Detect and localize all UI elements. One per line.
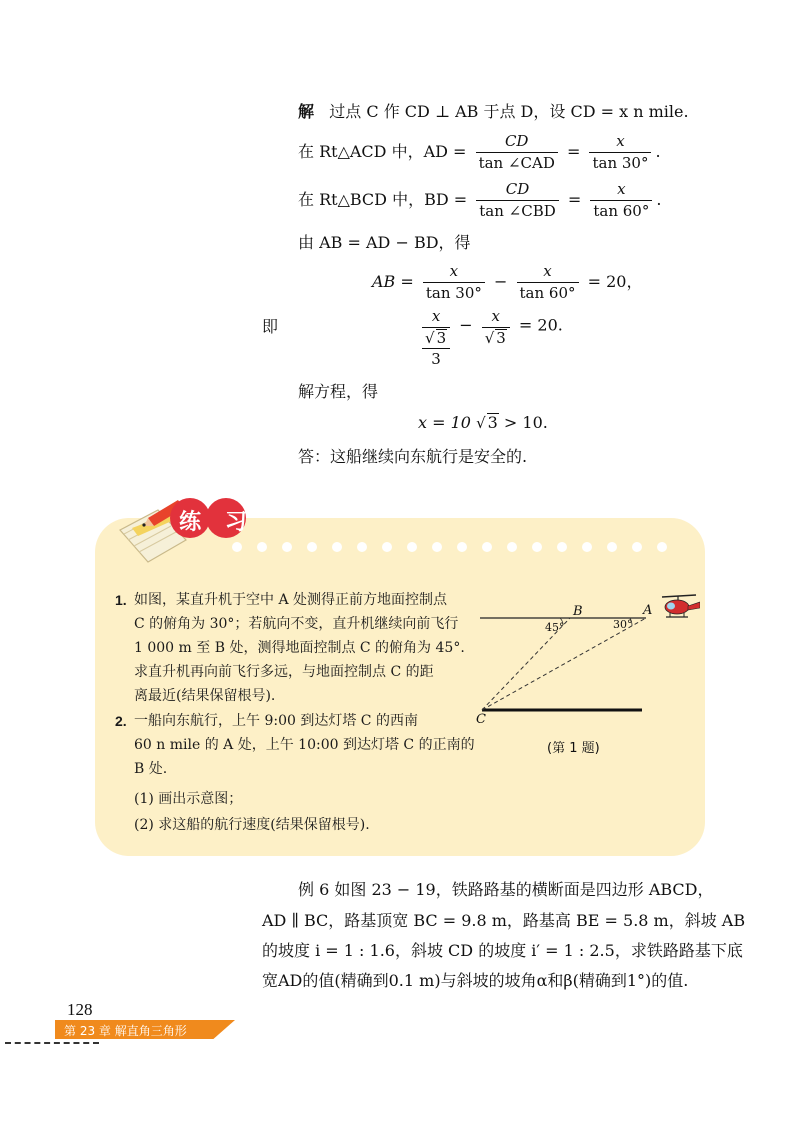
dot bbox=[332, 542, 342, 552]
fraction-denominator: tan 60° bbox=[519, 284, 576, 302]
figure-angle-30: 30° bbox=[613, 618, 633, 631]
solution-line-3 bbox=[298, 180, 661, 221]
q2-sub-1: (1) 画出示意图； bbox=[134, 791, 243, 807]
fraction-x-tan60 bbox=[517, 262, 579, 303]
fraction-x-over-sqrt3 bbox=[482, 307, 510, 348]
fraction-x-tan30 bbox=[589, 132, 651, 173]
radicand: 3 bbox=[436, 329, 447, 347]
fraction-numerator: x bbox=[482, 307, 510, 328]
solution-line-8-pre: x = 10 bbox=[418, 413, 471, 432]
q1-line-5: 离最近(结果保留根号). bbox=[134, 688, 276, 704]
q1-number: 1. bbox=[115, 592, 127, 608]
example6-line-2: AD ∥ BC，路基顶宽 BC = 9.8 m，路基高 BE = 5.8 m，斜坡 AB bbox=[262, 911, 746, 930]
fraction-x-tan30 bbox=[423, 262, 485, 303]
dot bbox=[382, 542, 392, 552]
fraction-cd-tan-cad bbox=[476, 132, 558, 173]
fraction-cd-tan-cbd bbox=[476, 180, 559, 221]
radicand: 3 bbox=[496, 329, 506, 347]
decorative-dot-row bbox=[232, 542, 667, 552]
solution-line-8 bbox=[418, 412, 548, 434]
q2-number: 2. bbox=[115, 713, 127, 729]
fraction-numerator: x bbox=[422, 307, 450, 328]
page-number: 128 bbox=[67, 1000, 93, 1019]
dot bbox=[357, 542, 367, 552]
solution-line-5-pre: AB = bbox=[372, 272, 414, 291]
dot bbox=[282, 542, 292, 552]
dot bbox=[557, 542, 567, 552]
example6-line-4: 宽AD的值(精确到0.1 m)与斜坡的坡角α和β(精确到1°)的值. bbox=[262, 971, 689, 990]
q1-line-1: 如图，某直升机于空中 A 处测得正前方地面控制点 bbox=[134, 592, 448, 608]
figure-label-b: B bbox=[573, 604, 583, 619]
figure-helicopter-angle-diagram bbox=[470, 588, 700, 728]
q1-line-4: 求直升机再向前飞行多远，与地面控制点 C 的距 bbox=[134, 664, 434, 680]
solution-label: 解 bbox=[298, 102, 315, 121]
fraction-denominator: tan 30° bbox=[592, 154, 649, 172]
fraction-numerator: x bbox=[423, 262, 485, 283]
dot bbox=[657, 542, 667, 552]
solution-line-3-pre: 在 Rt△BCD 中，BD = bbox=[298, 190, 468, 209]
minus-sign: − bbox=[459, 315, 473, 335]
solution-line-1 bbox=[298, 101, 689, 123]
sqrt-sign: √ bbox=[425, 329, 435, 347]
minus-sign: − bbox=[494, 272, 508, 291]
fraction-x-tan60 bbox=[590, 180, 652, 221]
helicopter-icon bbox=[662, 595, 700, 617]
fraction-denominator bbox=[422, 328, 450, 349]
dot bbox=[432, 542, 442, 552]
solution-line-6 bbox=[418, 307, 563, 369]
solution-answer bbox=[298, 446, 527, 468]
period: . bbox=[655, 142, 661, 161]
fraction-numerator: x bbox=[517, 262, 579, 283]
fraction-numerator: CD bbox=[476, 132, 558, 153]
dot bbox=[507, 542, 517, 552]
fraction-sub-denominator: 3 bbox=[431, 350, 441, 368]
solution-line-4-text: 由 AB = AD − BD，得 bbox=[298, 233, 471, 252]
dot bbox=[257, 542, 267, 552]
sqrt-sign: √ bbox=[484, 329, 495, 347]
solution-line-7 bbox=[298, 381, 378, 403]
fraction-denominator: tan 60° bbox=[593, 202, 650, 220]
figure-angle-45: 45° bbox=[545, 621, 565, 634]
dot bbox=[532, 542, 542, 552]
fraction-denominator: tan 30° bbox=[425, 284, 482, 302]
solution-line-6-ji bbox=[262, 316, 278, 338]
period: . bbox=[656, 190, 662, 209]
q2-line-3: B 处. bbox=[134, 761, 168, 777]
fraction-numerator: CD bbox=[476, 180, 559, 201]
ji-label: 即 bbox=[262, 317, 279, 336]
fraction-numerator: x bbox=[589, 132, 651, 153]
fraction-denominator bbox=[482, 328, 510, 348]
radicand: 3 bbox=[487, 413, 498, 432]
q1-line-3: 1 000 m 至 B 处，测得地面控制点 C 的俯角为 45°. bbox=[134, 640, 465, 656]
solution-line-2 bbox=[298, 132, 661, 173]
solution-line-7-text: 解方程，得 bbox=[298, 382, 379, 401]
figure-label-c: C bbox=[476, 712, 486, 727]
q2-sub-2: (2) 求这船的航行速度(结果保留根号). bbox=[134, 817, 370, 833]
dot bbox=[307, 542, 317, 552]
figure-caption: (第 1 题) bbox=[547, 741, 600, 756]
equals-sign: = bbox=[566, 142, 581, 161]
exercise-title: 练 习 bbox=[179, 510, 255, 535]
chapter-title: 第 23 章 解直角三角形 bbox=[64, 1024, 187, 1038]
example6-line-3: 的坡度 i = 1 : 1.6，斜坡 CD 的坡度 i′ = 1 : 2.5，求铁路路基下底 bbox=[262, 941, 743, 960]
figure-label-a: A bbox=[643, 603, 653, 618]
dot bbox=[632, 542, 642, 552]
solution-line-5 bbox=[372, 262, 642, 303]
dot bbox=[582, 542, 592, 552]
equals-sign: = bbox=[567, 190, 582, 209]
fraction-x-over-sqrt3-over-3 bbox=[422, 307, 450, 369]
dot bbox=[607, 542, 617, 552]
solution-line-5-end: = 20， bbox=[587, 272, 643, 291]
fraction-numerator: x bbox=[590, 180, 652, 201]
solution-line-6-end: = 20. bbox=[518, 315, 563, 335]
dot bbox=[407, 542, 417, 552]
footer-dashed-line bbox=[5, 1042, 99, 1044]
answer-text: 答：这船继续向东航行是安全的. bbox=[298, 447, 528, 466]
example6-line-1: 例 6 如图 23 − 19，铁路路基的横断面是四边形 ABCD， bbox=[298, 880, 714, 899]
dot bbox=[457, 542, 467, 552]
solution-line-8-end: > 10. bbox=[503, 413, 548, 432]
q1-line-2: C 的俯角为 30°；若航向不变，直升机继续向前飞行 bbox=[134, 616, 459, 632]
solution-line-4 bbox=[298, 232, 471, 254]
solution-line-1-text: 过点 C 作 CD ⊥ AB 于点 D，设 CD = x n mile. bbox=[329, 102, 689, 121]
q2-line-1: 一船向东航行，上午 9:00 到达灯塔 C 的西南 bbox=[134, 713, 418, 729]
solution-line-2-pre: 在 Rt△ACD 中，AD = bbox=[298, 142, 467, 161]
dot bbox=[482, 542, 492, 552]
sqrt-sign: √ bbox=[476, 414, 486, 432]
fraction-denominator: tan ∠CAD bbox=[478, 154, 555, 172]
q2-line-2: 60 n mile 的 A 处，上午 10:00 到达灯塔 C 的正南的 bbox=[134, 737, 475, 753]
fraction-denominator: tan ∠CBD bbox=[479, 202, 556, 220]
